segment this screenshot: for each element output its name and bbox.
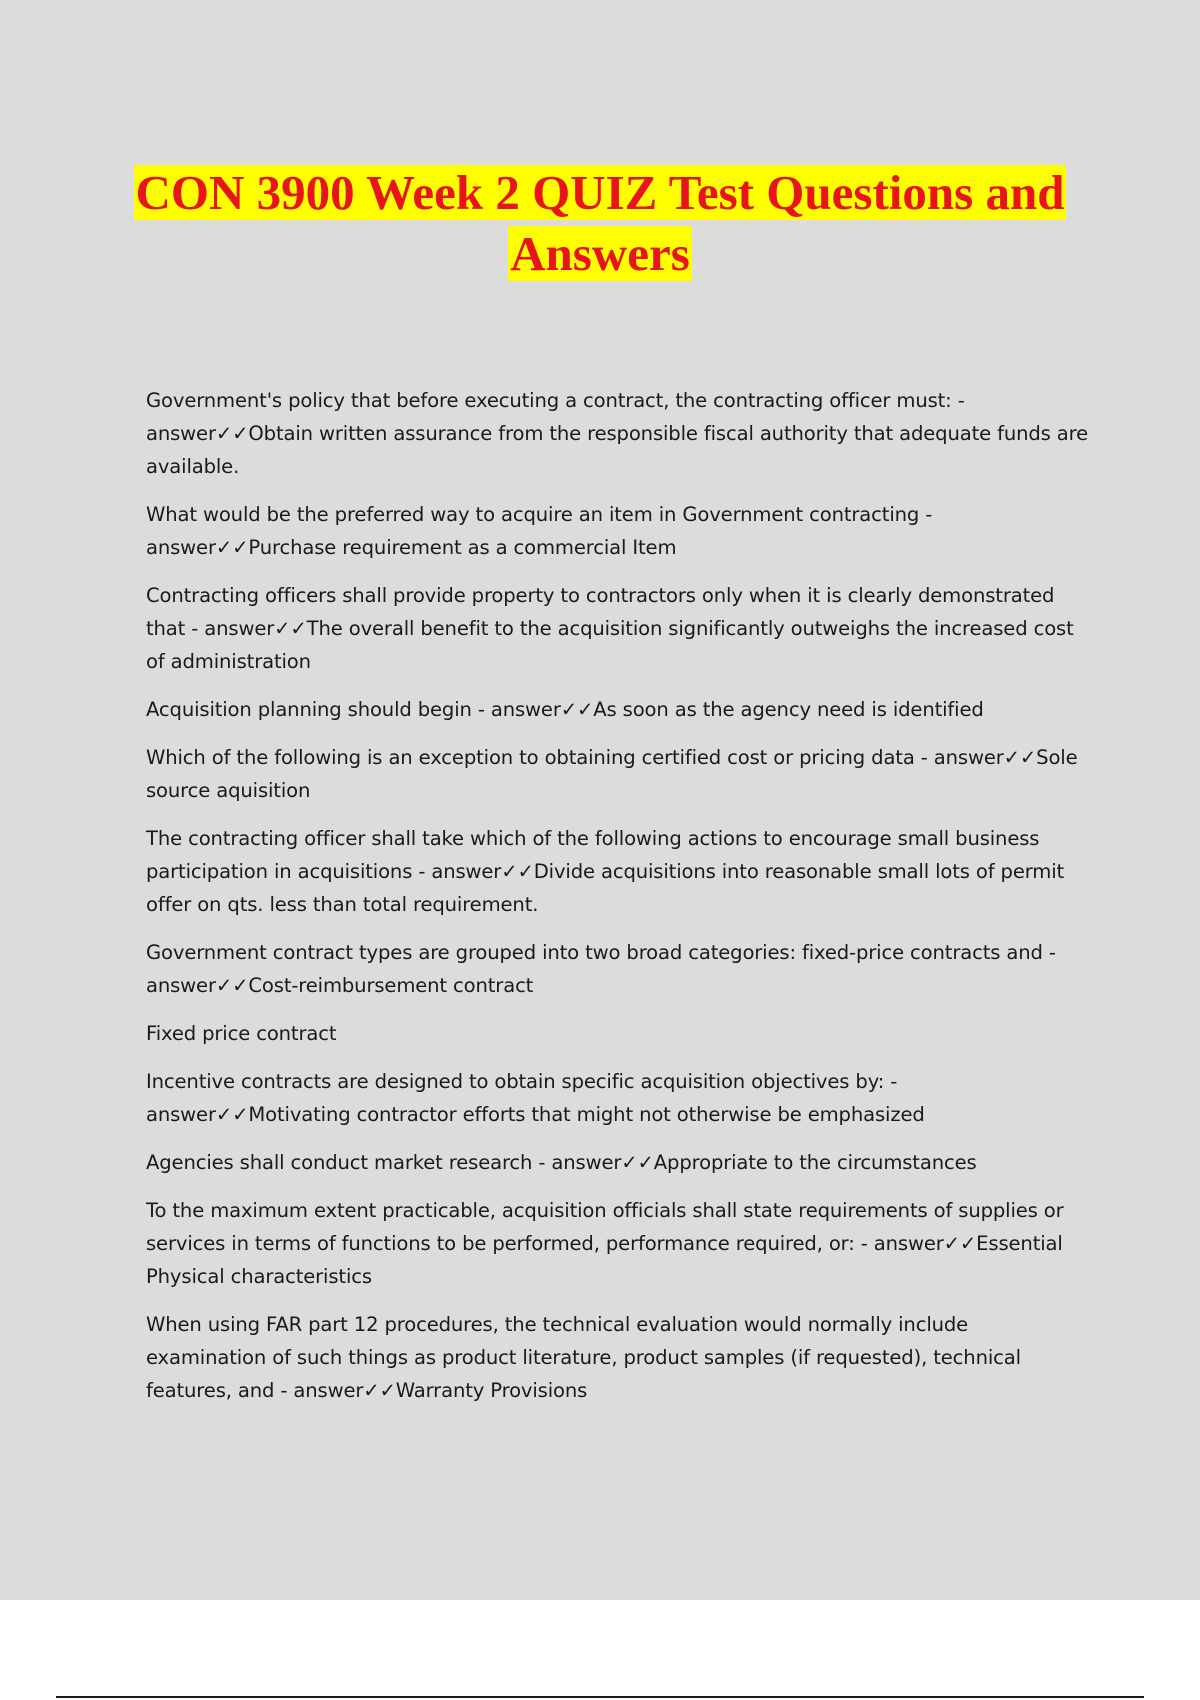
qa-item: When using FAR part 12 procedures, the technical evaluation would normally include examination of such things as product literature, product samples (if requested), technical features, and - answer✓✓Warranty Provisions	[146, 1313, 1021, 1402]
title-line-1: CON 3900 Week 2 QUIZ Test Questions and	[135, 165, 1065, 220]
qa-item: Government's policy that before executing a contract, the contracting officer must: - answer✓✓Obtain written assurance from the responsible fiscal authority that adequate funds are available.	[146, 389, 1089, 478]
qa-item: What would be the preferred way to acquire an item in Government contracting - answer✓✓Purchase requirement as a commercial Item	[146, 503, 933, 559]
title-line-2: Answers	[510, 226, 690, 281]
footer-rule	[56, 1696, 1144, 1698]
qa-item: To the maximum extent practicable, acquisition officials shall state requirements of supplies or services in terms of functions to be performed, performance required, or: - answer✓✓Essential Physical characteristics	[146, 1199, 1064, 1288]
qa-item: Contracting officers shall provide property to contractors only when it is clearly demonstrated that - answer✓✓The overall benefit to the acquisition significantly outweighs the increased cost of administration	[146, 584, 1074, 673]
qa-item: Acquisition planning should begin - answer✓✓As soon as the agency need is identified	[146, 698, 984, 721]
document-title	[100, 162, 1100, 284]
qa-item: Agencies shall conduct market research - answer✓✓Appropriate to the circumstances	[146, 1151, 977, 1174]
qa-item: Government contract types are grouped into two broad categories: fixed-price contracts and - answer✓✓Cost-reimbursement contract	[146, 941, 1056, 997]
qa-item: Incentive contracts are designed to obtain specific acquisition objectives by: - answer✓✓Motivating contractor efforts that might not otherwise be emphasized	[146, 1070, 925, 1126]
qa-item: Which of the following is an exception to obtaining certified cost or pricing data - answer✓✓Sole source aquisition	[146, 746, 1078, 802]
qa-item: The contracting officer shall take which of the following actions to encourage small business participation in acquisitions - answer✓✓Divide acquisitions into reasonable small lots of permit offer on qts. less than total requirement.	[146, 827, 1065, 916]
qa-list	[146, 384, 1091, 1422]
qa-item: Fixed price contract	[146, 1022, 337, 1045]
